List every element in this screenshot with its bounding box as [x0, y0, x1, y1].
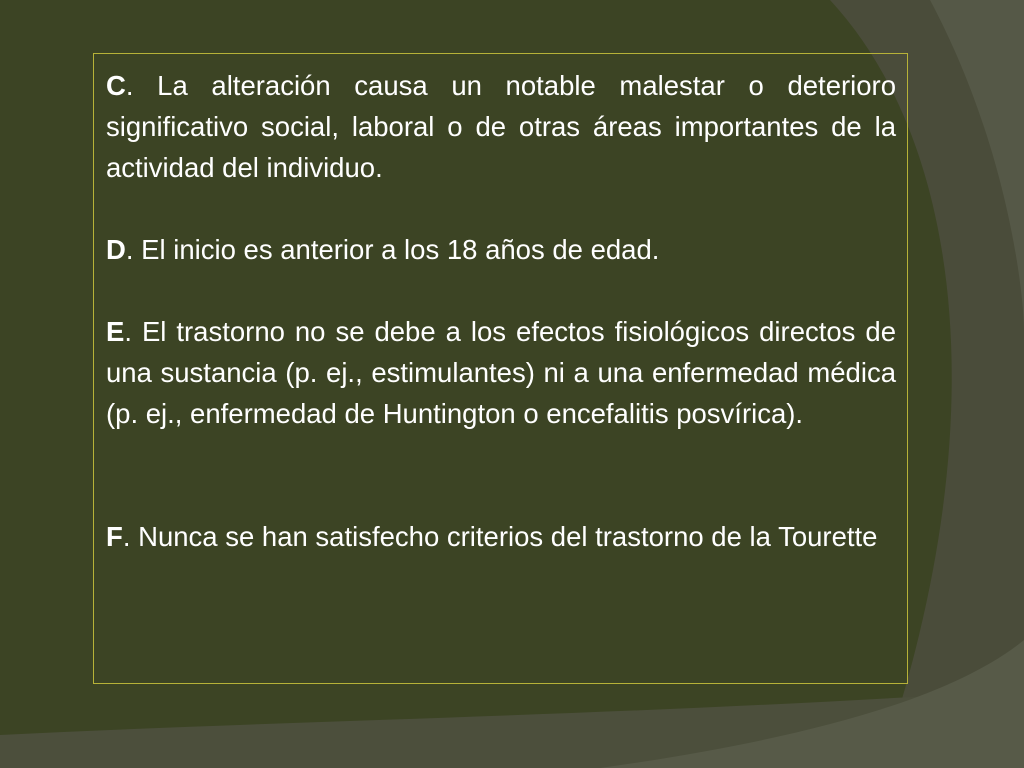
- criterion-f-text: . Nunca se han satisfecho criterios del trastorno de la Tourette: [122, 521, 878, 552]
- paragraph-spacer: [106, 188, 896, 229]
- paragraph-spacer: [106, 434, 896, 516]
- criterion-f: [106, 516, 896, 557]
- criterion-e: [106, 311, 896, 434]
- criterion-f-letter: F: [106, 521, 123, 552]
- criterion-c-letter: C: [106, 70, 126, 101]
- paragraph-spacer: [106, 270, 896, 311]
- criterion-c: [106, 65, 896, 188]
- criterion-e-text: . El trastorno no se debe a los efectos fisiológicos directos de una sustancia (p. ej., estimulantes) ni a una enfermedad médica (p. ej., enfermedad de Huntington o encefalitis posvírica).: [106, 316, 896, 429]
- criterion-d: [106, 229, 896, 270]
- criterion-d-text: . El inicio es anterior a los 18 años de edad.: [125, 234, 660, 265]
- content-text-box: [93, 53, 908, 684]
- criterion-c-text: . La alteración causa un notable malestar o deterioro significativo social, laboral o de otras áreas importantes de la actividad del individuo.: [106, 70, 896, 183]
- criterion-e-letter: E: [106, 316, 125, 347]
- criterion-d-letter: D: [106, 234, 126, 265]
